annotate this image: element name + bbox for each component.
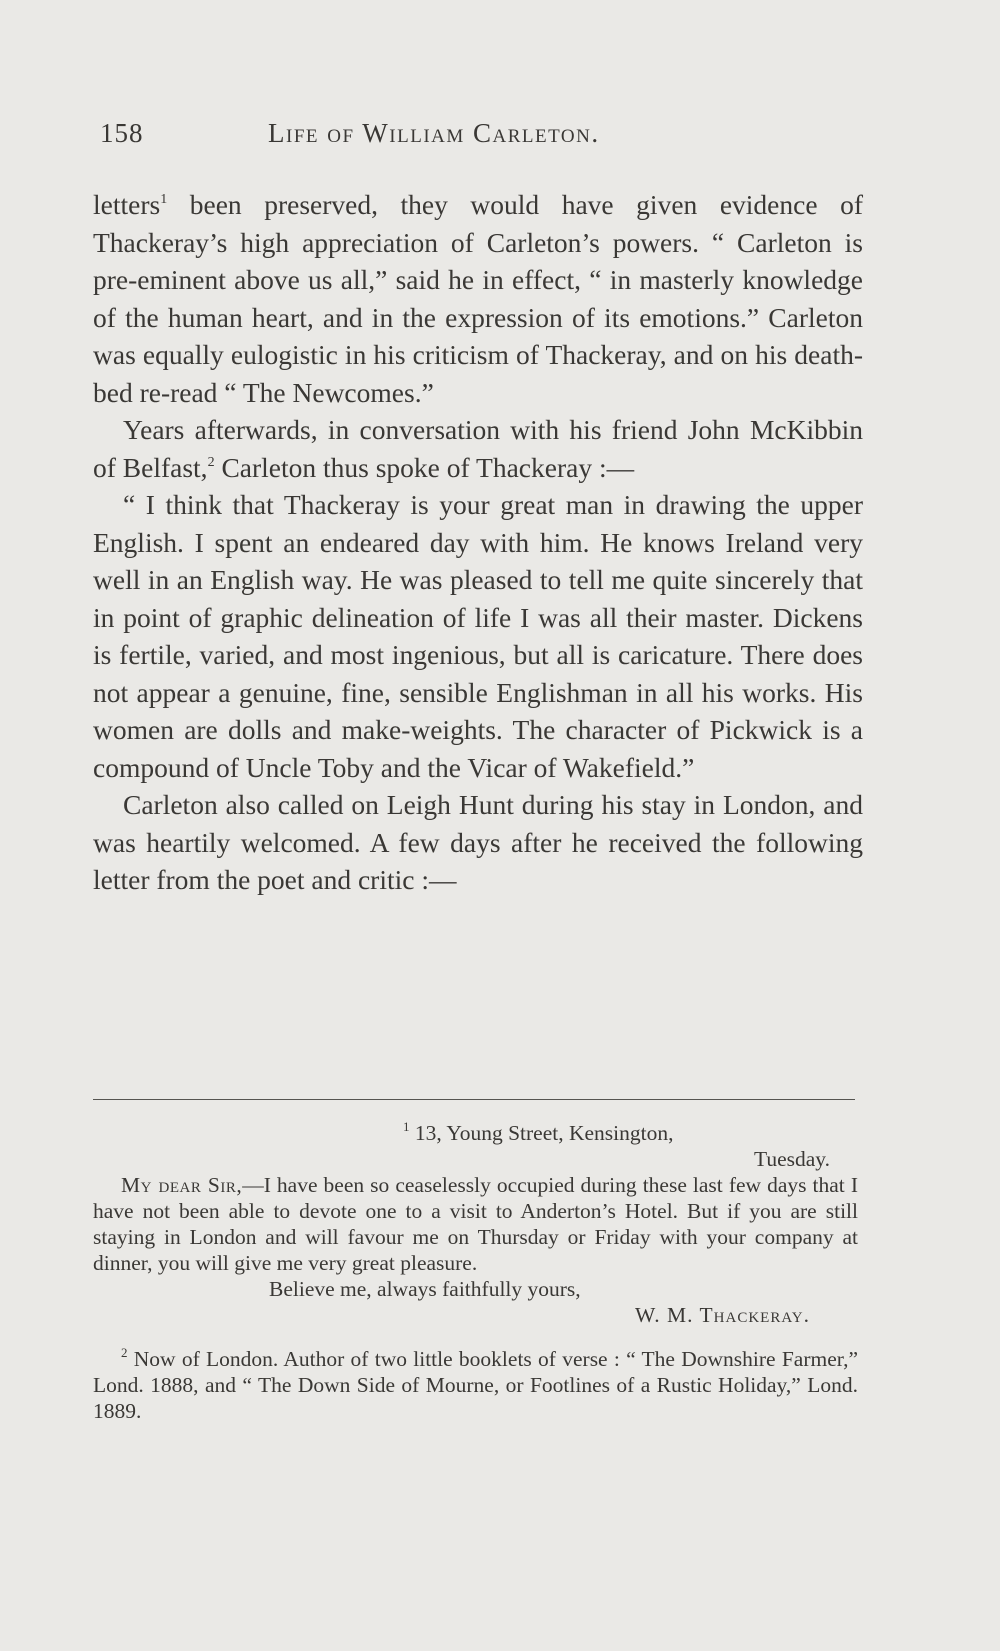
footnote-2-text: Now of London. Author of two little booklets of verse : “ The Downshire Farmer,” Lond. 1888, and “ The Down Side of Mourne, or Footlines of a Rustic Holiday,” Lond. 1889.: [93, 1347, 858, 1423]
footnote-1-address: [403, 1120, 858, 1146]
footnote-1-day: Tuesday.: [753, 1147, 830, 1171]
page-number: 158: [100, 118, 144, 148]
page-header: [100, 118, 860, 158]
footnote-2: [93, 1346, 858, 1424]
paragraph-2-start: Years afterwards, in conversation with his friend John McKibbin of Belfast,: [93, 414, 863, 483]
letter-signature: W. M. Thackeray.: [634, 1303, 810, 1327]
paragraph-1-rest: been preserved, they would have given evidence of Thackeray’s high appreciation of Carleton’s powers. “ Carleton is pre-eminent above us all,” said he in effect, “ in masterly knowledge of the human heart, and in the expression of its emotions.” Carleton was equally eulogistic in his criticism of Thackeray, and on his death-bed re-read “ The Newcomes.”: [93, 189, 863, 408]
footnote-1-marker: 1: [403, 1119, 410, 1134]
paragraph-1-start: letters: [93, 189, 161, 220]
footnote-marker-1: 1: [160, 192, 168, 207]
letter-closing: Believe me, always faithfully yours,: [269, 1277, 581, 1301]
footnote-1-letter: [93, 1172, 858, 1276]
footnotes: [93, 1120, 858, 1446]
paragraph-4: Carleton also called on Leigh Hunt during his stay in London, and was heartily welcomed. A few days after he received the following letter from the poet and critic :—: [93, 789, 863, 895]
footnote-marker-2: 2: [207, 454, 215, 470]
running-title: Life of William Carleton.: [268, 118, 600, 148]
footnote-2-marker: 2: [121, 1345, 128, 1360]
letter-salutation: My dear Sir,: [121, 1173, 243, 1197]
paragraph-2-rest: Carleton thus spoke of Thackeray :—: [214, 451, 635, 483]
quote-paragraph: “ I think that Thackeray is your great man in drawing the upper English. I spent an endeared day with him. He knows Ireland very well in an English way. He was pleased to tell me quite sincerely that in point of graphic delineation of life I was all their master. Dickens is fertile, varied, and most ingenious, but all is caricature. There does not appear a genuine, fine, sensible Englishman in all his works. His women are dolls and make-weights. The character of Pickwick is a compound of Uncle Toby and the Vicar of Wakefield.”: [93, 489, 863, 783]
main-text: [93, 186, 863, 899]
paragraph-2: [93, 411, 863, 486]
paragraph-1: [93, 186, 863, 411]
footnote-divider: [93, 1099, 855, 1101]
letter-body: —I have been so ceaselessly occupied during these last few days that I have not been able to devote one to a visit to Anderton’s Hotel. But if you are still staying in London and will favour me on Thursday or Friday with your company at dinner, you will give me very great pleasure.: [93, 1173, 858, 1275]
footnote-1-address-text: 13, Young Street, Kensington,: [414, 1121, 674, 1145]
